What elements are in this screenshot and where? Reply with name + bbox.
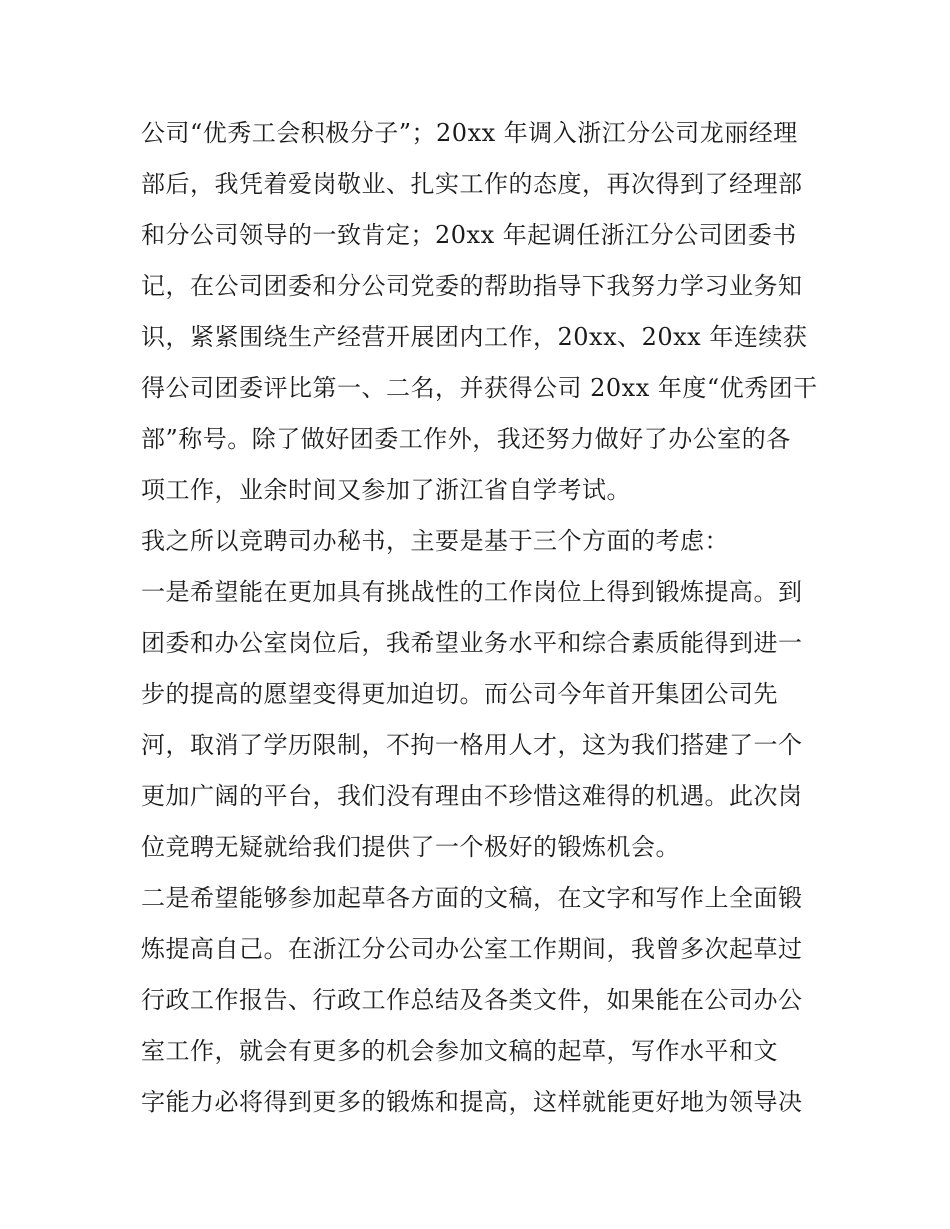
document-body: [141, 108, 821, 1128]
text-line: 记，在公司团委和分公司党委的帮助指导下我努力学习业务知: [141, 272, 803, 300]
text-line: 团委和办公室岗位后，我希望业务水平和综合素质能得到进一: [141, 629, 803, 657]
text-line: 公司“优秀工会积极分子”；20xx 年调入浙江分公司龙丽经理: [141, 119, 798, 147]
text-line: 步的提高的愿望变得更加迫切。而公司今年首开集团公司先: [141, 680, 778, 708]
text-line: 字能力必将得到更多的锻炼和提高，这样就能更好地为领导决: [141, 1088, 803, 1116]
text-line: 二是希望能够参加起草各方面的文稿，在文字和写作上全面锻: [141, 884, 803, 912]
text-line: 项工作，业余时间又参加了浙江省自学考试。: [141, 476, 631, 504]
text-line: 行政工作报告、行政工作总结及各类文件，如果能在公司办公: [141, 986, 803, 1014]
text-line: 河，取消了学历限制，不拘一格用人才，这为我们搭建了一个: [141, 731, 803, 759]
text-line: 室工作，就会有更多的机会参加文稿的起草，写作水平和文: [141, 1037, 778, 1065]
text-line: 一是希望能在更加具有挑战性的工作岗位上得到锻炼提高。到: [141, 578, 803, 606]
text-line: 我之所以竞聘司办秘书，主要是基于三个方面的考虑：: [141, 527, 729, 555]
text-line: 炼提高自己。在浙江分公司办公室工作期间，我曾多次起草过: [141, 935, 803, 963]
text-line: 部后，我凭着爱岗敬业、扎实工作的态度，再次得到了经理部: [141, 170, 803, 198]
text-line: 和分公司领导的一致肯定；20xx 年起调任浙江分公司团委书: [141, 221, 797, 249]
text-line: 识，紧紧围绕生产经营开展团内工作，20xx、20xx 年连续获: [141, 323, 808, 351]
text-line: 得公司团委评比第一、二名，并获得公司 20xx 年度“优秀团干: [141, 374, 818, 402]
text-line: 部”称号。除了做好团委工作外，我还努力做好了办公室的各: [141, 425, 791, 453]
text-line: 更加广阔的平台，我们没有理由不珍惜这难得的机遇。此次岗: [141, 782, 803, 810]
text-line: 位竞聘无疑就给我们提供了一个极好的锻炼机会。: [141, 833, 680, 861]
